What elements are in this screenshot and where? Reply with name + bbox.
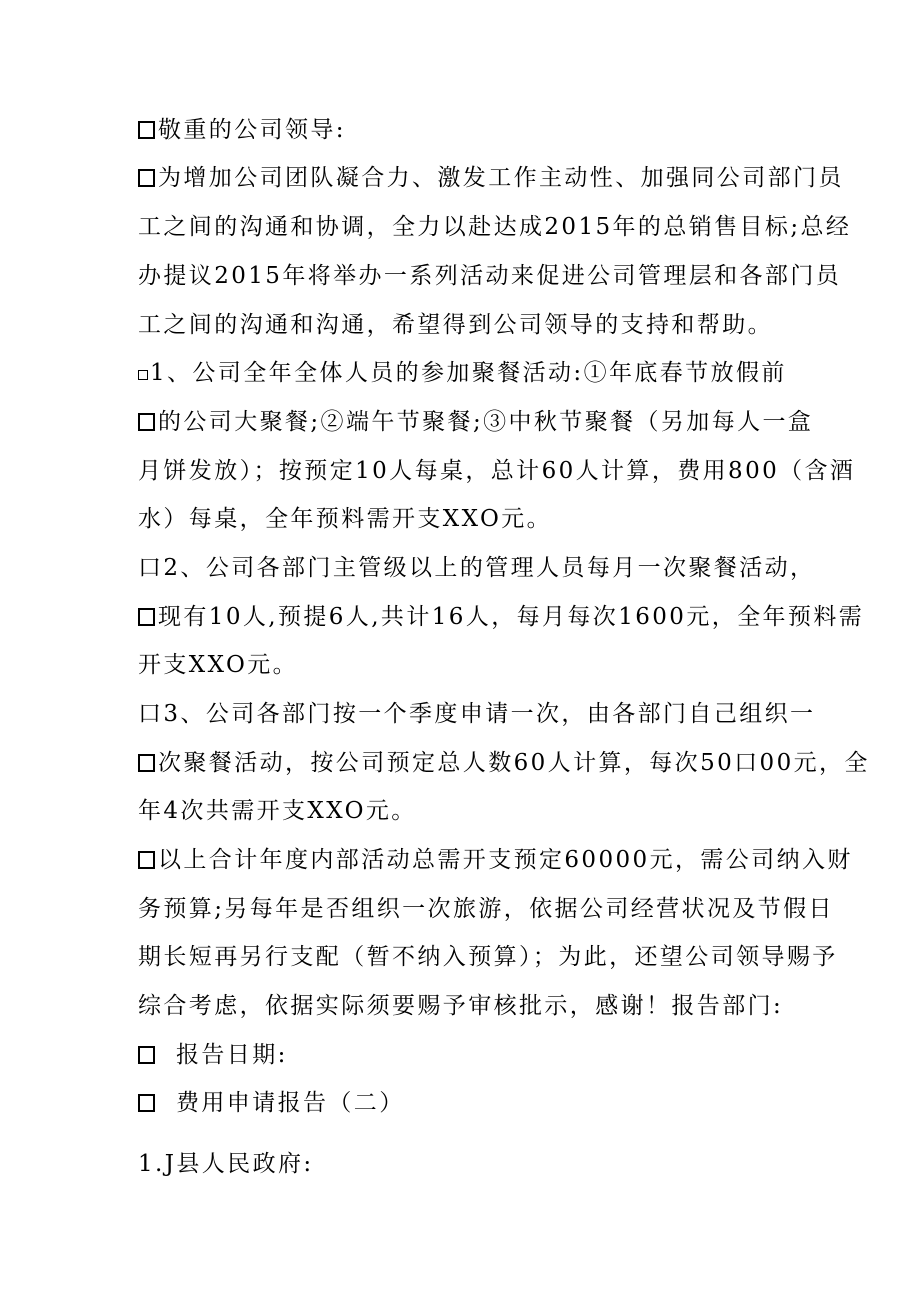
text-line: 综合考虑，依据实际须要赐予审核批示，感谢！报告部门: — [138, 993, 784, 1019]
checkbox-icon — [138, 851, 155, 869]
text-line: 务预算;另每年是否组织一次旅游，依据公司经营状况及节假日 — [138, 896, 834, 922]
checkbox-icon — [138, 121, 155, 139]
heading-line — [138, 1087, 405, 1119]
text-line: 敬重的公司领导: — [158, 117, 346, 143]
text-line: 次聚餐活动，按公司预定总人数60人计算，每次50口00元，全 — [158, 750, 870, 776]
text-line: 办提议2015年将举办一系列活动来促进公司管理层和各部门员 — [138, 263, 842, 289]
text-line: 工之间的沟通和协调，全力以赴达成2015年的总销售目标;总经 — [138, 214, 852, 240]
item-3-line — [138, 698, 815, 730]
text-line: 工之间的沟通和沟通，希望得到公司领导的支持和帮助。 — [138, 312, 773, 338]
summary-line — [138, 941, 838, 973]
item-3-line — [138, 795, 417, 827]
text-line: 为增加公司团队凝合力、激发工作主动性、加强同公司部门员 — [158, 165, 844, 191]
text-line: 的公司大聚餐;②端午节聚餐;③中秋节聚餐（另加每人一盒 — [158, 409, 814, 435]
summary-line — [138, 990, 783, 1022]
checkbox-icon — [138, 608, 155, 626]
text-line: 1.J县人民政府: — [138, 1151, 314, 1177]
item-3-line — [138, 747, 870, 779]
item-2-line — [138, 601, 864, 633]
paragraph-line — [138, 211, 851, 243]
text-line: 月饼发放）；按预定10人每桌，总计60人计算，费用800（含酒 — [138, 458, 856, 484]
text-line: 费用申请报告（二） — [176, 1090, 405, 1116]
item-1-line — [138, 455, 855, 487]
item-2-line — [138, 649, 298, 681]
text-line: 期长短再另行支配（暂不纳入预算）；为此，还望公司领导赐予 — [138, 944, 838, 970]
report-date-line — [138, 1039, 288, 1071]
checkbox-icon — [138, 169, 155, 187]
checkbox-icon — [138, 370, 148, 380]
text-line: 开支XXO元。 — [138, 652, 298, 678]
text-line: 口3、公司各部门按一个季度申请一次，由各部门自己组织一 — [138, 701, 816, 727]
text-line: 1、公司全年全体人员的参加聚餐活动:①年底春节放假前 — [150, 360, 787, 386]
item-1-line — [138, 357, 787, 389]
salutation-line — [138, 114, 346, 146]
summary-line — [138, 893, 834, 925]
item-2-line — [138, 552, 815, 584]
checkbox-icon — [138, 1094, 155, 1112]
item-1-line — [138, 406, 813, 438]
text-line: 年4次共需开支XXO元。 — [138, 798, 417, 824]
addressee-line — [138, 1148, 314, 1180]
item-1-line — [138, 503, 552, 535]
paragraph-line — [138, 309, 773, 341]
checkbox-icon — [138, 1046, 155, 1064]
text-line: 口2、公司各部门主管级以上的管理人员每月一次聚餐活动， — [138, 555, 816, 581]
summary-line — [138, 844, 853, 876]
text-line: 以上合计年度内部活动总需开支预定60000元，需公司纳入财 — [158, 847, 853, 873]
paragraph-line — [138, 260, 841, 292]
checkbox-icon — [138, 413, 155, 431]
paragraph-line — [138, 162, 844, 194]
text-line: 报告日期: — [176, 1042, 288, 1068]
text-line: 现有10人,预提6人,共计16人，每月每次1600元，全年预料需 — [158, 604, 865, 630]
text-line: 水）每桌，全年预料需开支XXO元。 — [138, 506, 552, 532]
checkbox-icon — [138, 754, 155, 772]
